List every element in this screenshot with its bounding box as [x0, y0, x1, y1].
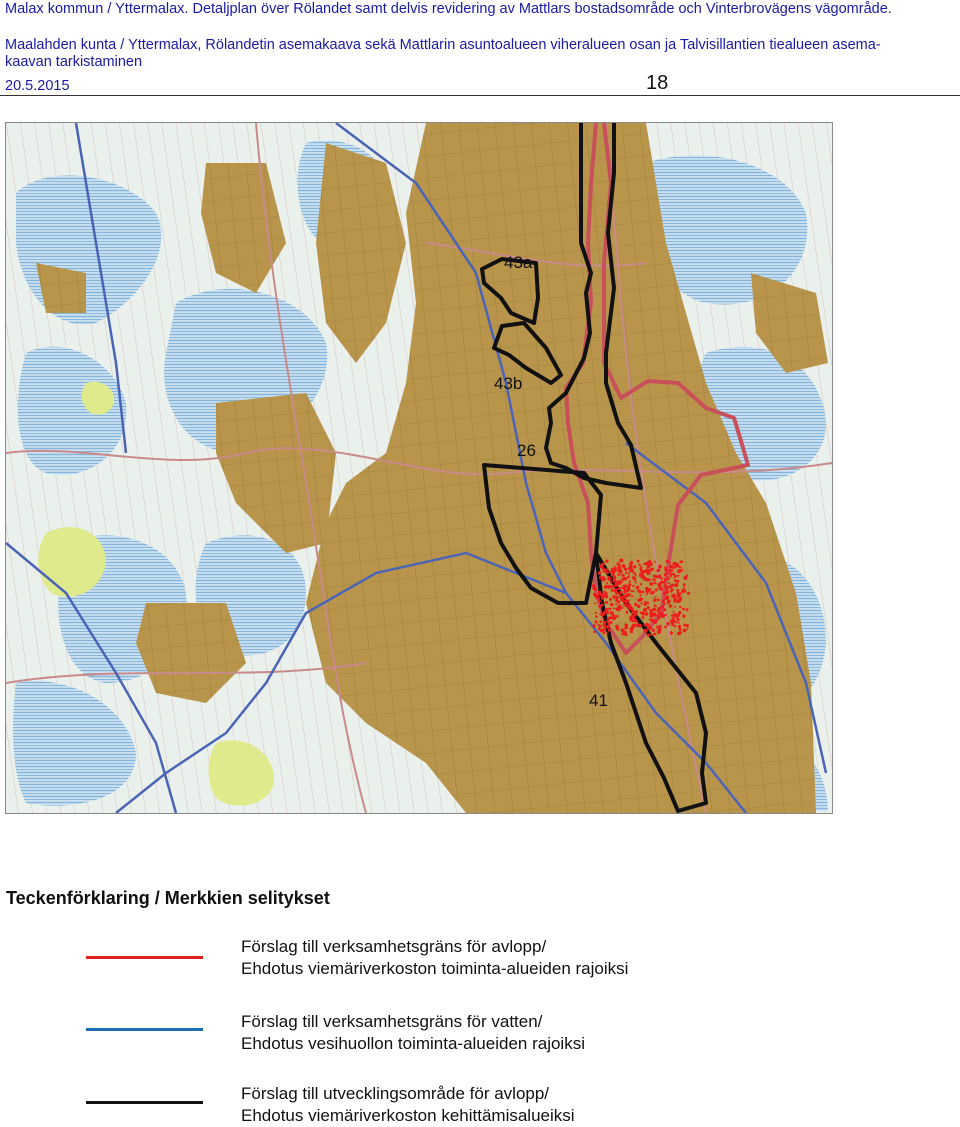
sewer-dot [595, 595, 599, 599]
sewer-dot [603, 591, 606, 594]
sewer-dot [654, 561, 656, 563]
sewer-dot [674, 597, 677, 600]
sewer-dot [615, 625, 619, 629]
sewer-dot [600, 565, 603, 568]
legend-swatch-development [86, 1101, 203, 1104]
sewer-dot [613, 607, 615, 609]
sewer-dot [674, 565, 677, 568]
sewer-dot [674, 625, 676, 627]
sewer-dot [595, 612, 597, 614]
sewer-dot [642, 591, 645, 594]
sewer-dot [673, 600, 676, 603]
sewer-dot [593, 593, 596, 596]
sewer-dot [675, 621, 677, 623]
sewer-dot [601, 593, 604, 596]
sewer-dot [639, 594, 641, 596]
legend-swatch-water [86, 1028, 203, 1031]
sewer-dot [687, 592, 690, 595]
sewer-dot [659, 576, 661, 578]
sewer-dot [678, 597, 682, 601]
sewer-dot [610, 603, 614, 607]
sewer-dot [679, 628, 682, 631]
legend-item-water-fi: Ehdotus vesihuollon toiminta-alueiden rajoiksi [241, 1034, 585, 1053]
sewer-dot [603, 628, 605, 630]
legend-item-water-sv: Förslag till verksamhetsgräns för vatten/ [241, 1012, 543, 1031]
sewer-dot [663, 601, 665, 603]
sewer-dot [622, 564, 626, 568]
sewer-dot [639, 591, 642, 594]
sewer-dot [674, 579, 677, 582]
header-title-swedish: Malax kommun / Yttermalax. Detaljplan över Rölandet samt delvis revidering av Mattlars bostadsområde och Vinterbrovägens vägområde. [5, 1, 892, 17]
sewer-dot [601, 604, 604, 607]
sewer-dot [597, 624, 599, 626]
sewer-dot [676, 580, 679, 583]
sewer-dot [610, 570, 613, 573]
sewer-dot [639, 565, 641, 567]
sewer-dot [668, 578, 670, 580]
sewer-dot [627, 576, 629, 578]
sewer-dot [628, 567, 631, 570]
sewer-dot [670, 573, 673, 576]
sewer-dot [628, 583, 631, 586]
sewer-dot [598, 591, 601, 594]
sewer-dot [666, 590, 669, 593]
sewer-dot [599, 625, 602, 628]
sewer-dot [630, 561, 633, 564]
legend-item-development-fi: Ehdotus viemäriverkoston kehittämisalueiksi [241, 1106, 575, 1125]
legend-item-sewer-sv: Förslag till verksamhetsgräns för avlopp/ [241, 937, 547, 956]
sewer-dot [615, 591, 619, 595]
sewer-dot [621, 596, 625, 600]
legend-item-water [241, 1011, 585, 1055]
zone-label-43a: 43a [504, 253, 533, 272]
sewer-dot [619, 591, 622, 594]
sewer-dot [664, 585, 667, 588]
map-image[interactable] [5, 122, 833, 814]
sewer-dot [626, 611, 629, 614]
sewer-dot [669, 566, 671, 568]
sewer-dot [618, 564, 621, 567]
sewer-dot [683, 583, 686, 586]
sewer-dot [633, 565, 636, 568]
sewer-dot [656, 626, 658, 628]
sewer-dot [646, 571, 650, 575]
sewer-dot [629, 604, 632, 607]
sewer-dot [674, 606, 676, 608]
sewer-dot [681, 561, 683, 563]
sewer-dot [631, 615, 635, 619]
sewer-dot [606, 625, 610, 629]
sewer-dot [666, 560, 669, 563]
sewer-dot [663, 608, 666, 611]
sewer-dot [603, 621, 606, 624]
sewer-dot [607, 585, 611, 589]
zone-label-26: 26 [517, 441, 536, 460]
sewer-dot [672, 617, 675, 620]
sewer-dot [668, 569, 671, 572]
sewer-dot [673, 614, 676, 617]
sewer-dot [663, 581, 666, 584]
sewer-dot [654, 605, 657, 608]
sewer-dot [653, 620, 657, 624]
sewer-dot [647, 606, 650, 609]
sewer-dot [628, 590, 630, 592]
sewer-dot [682, 615, 685, 618]
sewer-dot [616, 588, 618, 590]
sewer-dot [631, 595, 633, 597]
sewer-dot [657, 630, 661, 634]
sewer-dot [624, 588, 626, 590]
sewer-dot [608, 576, 610, 578]
sewer-dot [647, 627, 650, 630]
sewer-dot [593, 631, 596, 634]
sewer-dot [651, 634, 653, 636]
sewer-dot [661, 578, 663, 580]
sewer-dot [674, 583, 678, 587]
sewer-dot [671, 614, 673, 616]
sewer-dot [640, 574, 644, 578]
sewer-dot [606, 582, 608, 584]
sewer-dot [648, 564, 651, 567]
sewer-dot [598, 571, 601, 574]
sewer-dot [660, 585, 662, 587]
sewer-dot [613, 576, 616, 579]
sewer-dot [609, 611, 611, 613]
sewer-dot [652, 608, 656, 612]
legend-item-development-sv: Förslag till utvecklingsområde för avlopp/ [241, 1084, 550, 1103]
sewer-dot [595, 615, 598, 618]
sewer-dot [666, 572, 668, 574]
sewer-dot [641, 616, 644, 619]
sewer-dot [632, 624, 636, 628]
sewer-dot [635, 582, 637, 584]
sewer-dot [683, 589, 686, 592]
sewer-dot [614, 566, 617, 569]
sewer-dot [649, 582, 653, 586]
sewer-dot [641, 602, 643, 604]
sewer-dot [652, 629, 655, 632]
sewer-dot [664, 626, 667, 629]
sewer-dot [677, 618, 680, 621]
sewer-dot [632, 585, 634, 587]
sewer-dot [645, 587, 649, 591]
sewer-dot [644, 576, 646, 578]
sewer-dot [635, 574, 637, 576]
sewer-dot [649, 609, 652, 612]
sewer-dot [655, 596, 657, 598]
sewer-dot [661, 605, 665, 609]
sewer-dot [634, 619, 637, 622]
zone-label-41: 41 [589, 691, 608, 710]
legend-swatch-sewer [86, 956, 203, 959]
sewer-dot [635, 615, 637, 617]
sewer-dot [685, 624, 687, 626]
sewer-dot [673, 611, 675, 613]
sewer-dot [679, 631, 682, 634]
sewer-dot [683, 629, 687, 633]
sewer-dot [594, 602, 596, 604]
sewer-dot [602, 578, 605, 581]
sewer-dot [657, 575, 660, 578]
sewer-dot [618, 587, 621, 590]
sewer-dot [677, 569, 681, 573]
sewer-dot [616, 615, 619, 618]
sewer-dot [598, 600, 601, 603]
sewer-dot [644, 603, 647, 606]
sewer-dot [602, 570, 604, 572]
sewer-dot [640, 566, 642, 568]
sewer-dot [655, 588, 658, 591]
sewer-dot [632, 590, 634, 592]
sewer-dot [679, 606, 681, 608]
sewer-dot [612, 617, 615, 620]
header-title-finnish: Maalahden kunta / Yttermalax, Rölandetin asemakaava sekä Mattlarin asuntoalueen viheralueen osan ja Talvisillantien tiealueen asema- [5, 37, 881, 53]
sewer-dot [621, 628, 625, 632]
sewer-dot [646, 623, 649, 626]
sewer-dot [673, 594, 676, 597]
sewer-dot [666, 622, 670, 626]
sewer-dot [677, 613, 680, 616]
sewer-dot [652, 578, 654, 580]
sewer-dot [647, 633, 650, 636]
sewer-dot [625, 572, 627, 574]
sewer-dot [681, 569, 683, 571]
legend-item-development [241, 1083, 575, 1127]
sewer-dot [611, 613, 613, 615]
sewer-dot [592, 624, 595, 627]
legend-item-sewer [241, 936, 628, 980]
zone-label-43b: 43b [494, 374, 523, 393]
sewer-dot [623, 577, 627, 581]
sewer-dot [659, 583, 661, 585]
sewer-dot [659, 625, 661, 627]
sewer-dot [650, 591, 654, 595]
sewer-dot [620, 571, 623, 574]
sewer-dot [615, 599, 618, 602]
header-title-finnish-cont: kaavan tarkistaminen [5, 54, 143, 70]
sewer-dot [606, 632, 608, 634]
sewer-dot [663, 603, 666, 606]
sewer-dot [625, 633, 628, 636]
sewer-dot [660, 564, 662, 566]
sewer-dot [599, 620, 602, 623]
sewer-dot [611, 589, 614, 592]
sewer-dot [667, 599, 671, 603]
sewer-dot [644, 601, 646, 603]
sewer-dot [628, 571, 630, 573]
sewer-dot [683, 587, 685, 589]
sewer-dot [629, 580, 631, 582]
sewer-dot [612, 574, 614, 576]
sewer-dot [661, 611, 663, 613]
sewer-dot [657, 616, 660, 619]
sewer-dot [609, 598, 612, 601]
map-svg [6, 123, 832, 813]
sewer-dot [669, 604, 672, 607]
sewer-dot [649, 618, 651, 620]
sewer-dot [653, 575, 656, 578]
sewer-dot [617, 573, 620, 576]
sewer-dot [683, 576, 687, 580]
sewer-dot [615, 603, 617, 605]
sewer-dot [616, 596, 619, 599]
sewer-dot [625, 568, 628, 571]
sewer-dot [668, 582, 670, 584]
sewer-dot [607, 618, 610, 621]
sewer-dot [672, 573, 675, 576]
sewer-dot [677, 575, 679, 577]
sewer-dot [614, 598, 616, 600]
sewer-dot [671, 588, 674, 591]
sewer-dot [622, 632, 625, 635]
sewer-dot [605, 585, 607, 587]
sewer-dot [635, 610, 638, 613]
sewer-dot [619, 559, 623, 563]
sewer-dot [665, 614, 667, 616]
sewer-dot [676, 591, 679, 594]
sewer-dot [656, 569, 660, 573]
sewer-dot [686, 628, 688, 630]
sewer-dot [662, 616, 664, 618]
sewer-dot [637, 605, 640, 608]
sewer-dot [608, 629, 611, 632]
sewer-dot [603, 632, 605, 634]
sewer-dot [607, 622, 610, 625]
sewer-dot [640, 583, 642, 585]
sewer-dot [616, 580, 619, 583]
sewer-dot [643, 563, 645, 565]
sewer-dot [670, 632, 673, 635]
sewer-dot [647, 578, 650, 581]
sewer-dot [652, 612, 656, 616]
sewer-dot [610, 581, 612, 583]
sewer-dot [633, 577, 636, 580]
sewer-dot [602, 612, 606, 616]
sewer-dot [623, 590, 627, 594]
sewer-dot [664, 578, 667, 581]
sewer-dot [654, 582, 657, 585]
sewer-dot [678, 625, 681, 628]
legend-title: Teckenförklaring / Merkkien selitykset [6, 888, 330, 908]
sewer-dot [608, 608, 610, 610]
sewer-dot [624, 603, 628, 607]
sewer-dot [634, 603, 637, 606]
sewer-dot [627, 600, 630, 603]
sewer-dot [636, 587, 638, 589]
sewer-dot [669, 562, 671, 564]
sewer-dot [657, 598, 660, 601]
sewer-dot [644, 629, 648, 633]
sewer-dot [605, 560, 608, 563]
header-divider [0, 95, 960, 96]
sewer-dot [665, 569, 668, 572]
sewer-dot [641, 612, 644, 615]
sewer-dot [610, 585, 613, 588]
sewer-dot [676, 594, 680, 598]
sewer-dot [595, 588, 597, 590]
sewer-dot [621, 574, 624, 577]
sewer-dot [682, 608, 685, 611]
sewer-dot [656, 609, 659, 612]
header-date: 20.5.2015 [5, 78, 70, 94]
sewer-dot [618, 582, 621, 585]
sewer-dot [605, 601, 608, 604]
sewer-dot [665, 595, 669, 599]
sewer-dot [686, 608, 689, 611]
sewer-dot [626, 593, 630, 597]
sewer-dot [638, 624, 642, 628]
sewer-dot [627, 606, 631, 610]
sewer-dot [615, 608, 617, 610]
sewer-dot [642, 571, 645, 574]
sewer-dot [653, 598, 657, 602]
sewer-dot [625, 624, 628, 627]
sewer-dot [595, 621, 597, 623]
sewer-dot [639, 597, 643, 601]
sewer-dot [678, 622, 680, 624]
sewer-dot [646, 593, 648, 595]
sewer-dot [619, 567, 621, 569]
sewer-dot [599, 613, 601, 615]
sewer-dot [630, 607, 634, 611]
sewer-dot [602, 598, 604, 600]
sewer-dot [622, 607, 624, 609]
sewer-dot [617, 569, 619, 571]
sewer-dot [653, 633, 656, 636]
sewer-dot [666, 576, 668, 578]
sewer-dot [647, 561, 651, 565]
sewer-dot [678, 566, 680, 568]
sewer-dot [671, 583, 675, 587]
legend-item-sewer-fi: Ehdotus viemäriverkoston toiminta-alueiden rajoiksi [241, 959, 629, 978]
sewer-dot [605, 610, 608, 613]
page-number: 18 [646, 72, 669, 94]
sewer-dot [628, 573, 630, 575]
sewer-dot [603, 618, 605, 620]
sewer-dot [637, 560, 640, 563]
sewer-dot [671, 620, 675, 624]
sewer-dot [617, 606, 621, 610]
